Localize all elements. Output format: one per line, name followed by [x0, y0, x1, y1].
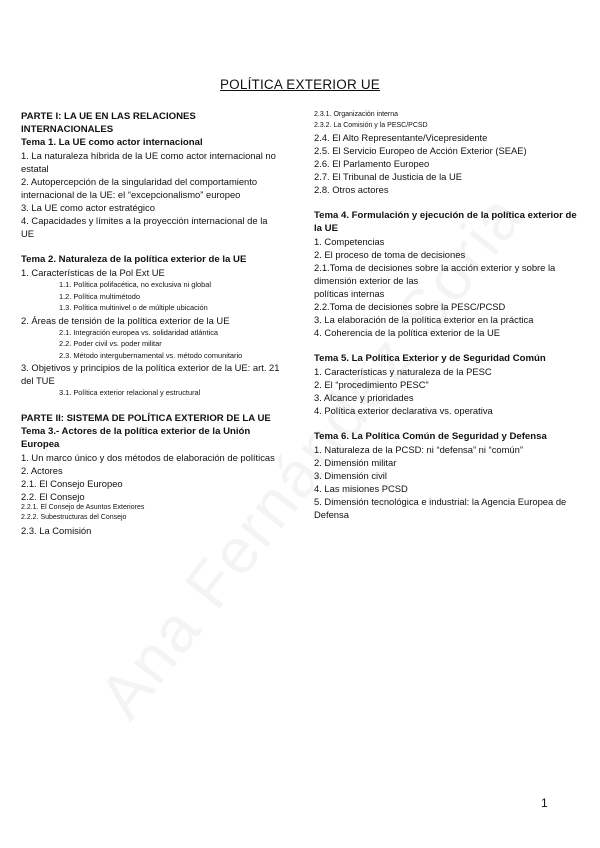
toc-entry: 3. La elaboración de la política exterior en la práctica [314, 314, 534, 325]
toc-entry: 2. El proceso de toma de decisiones [314, 249, 466, 260]
toc-entry: 2.2. Poder civil vs. poder militar [59, 339, 162, 348]
section-gap [314, 196, 586, 209]
toc-entry: 4. Las misiones PCSD [314, 483, 408, 494]
section-gap [21, 399, 283, 412]
toc-entry: 2.7. El Tribunal de Justicia de la UE [314, 171, 462, 182]
toc-entry: 1. Características de la Pol Ext UE [21, 267, 165, 278]
toc-entry: 2.2. El Consejo [21, 490, 85, 502]
toc-entry: 3.1. Política exterior relacional y estructural [59, 388, 201, 397]
toc-entry: 2. Áreas de tensión de la política exterior de la UE [21, 314, 230, 326]
section-heading: Tema 6. La Política Común de Seguridad y Defensa [314, 431, 547, 442]
toc-entry: 2. El “procedimiento PESC” [314, 379, 429, 390]
toc-entry: 2.4. El Alto Representante/Vicepresidente [314, 132, 488, 143]
section-gap [21, 240, 283, 253]
section-heading: Tema 4. Formulación y ejecución de la política exterior de la UE [314, 210, 577, 234]
toc-entry: 2. Actores [21, 464, 63, 476]
toc-entry: 1. Un marco único y dos métodos de elaboración de políticas [21, 451, 275, 463]
toc-entry: 2.3. La Comisión [21, 524, 92, 536]
toc-entry: 2.8. Otros actores [314, 184, 389, 195]
toc-entry: 4. Coherencia de la política exterior de la UE [314, 327, 501, 338]
toc-entry: 2.3. Método intergubernamental vs. método comunitario [59, 350, 243, 360]
section-heading: Tema 1. La UE como actor internacional [21, 137, 203, 148]
section-heading: Tema 5. La Política Exterior y de Seguridad Común [314, 353, 546, 364]
page-number: 1 [541, 796, 548, 810]
toc-entry: 1. Características y naturaleza de la PESC [314, 366, 492, 377]
toc-entry: 3. Alcance y prioridades [314, 392, 414, 403]
toc-entry: 4. Capacidades y límites a la proyección internacional de la UE [21, 215, 268, 239]
page-title: POLÍTICA EXTERIOR UE [219, 77, 381, 92]
toc-entry: 2. Dimensión militar [314, 457, 397, 468]
toc-entry: 1. Competencias [314, 236, 385, 247]
section-heading: PARTE II: SISTEMA DE POLÍTICA EXTERIOR DE LA UE [21, 412, 271, 424]
toc-entry: 2.2.1. El Consejo de Asuntos Exteriores [21, 503, 145, 511]
toc-entry: 1. Naturaleza de la PCSD: ni “defensa” ni “común” [314, 444, 523, 455]
toc-entry: políticas internas [314, 288, 385, 299]
toc-entry: 3. Objetivos y principios de la política exterior de la UE: art. 21 del TUE [21, 362, 280, 386]
toc-entry: 1.3. Política multinivel o de múltiple ubicación [59, 303, 208, 312]
toc-entry: 2.3.2. La Comisión y la PESC/PCSD [314, 121, 428, 129]
toc-entry: 1.2. Política multimétodo [59, 291, 140, 301]
toc-entry: 2.5. El Servicio Europeo de Acción Exterior (SEAE) [314, 145, 527, 156]
toc-entry: 2.6. El Parlamento Europeo [314, 158, 430, 169]
toc-entry: 3. La UE como actor estratégico [21, 202, 155, 213]
toc-entry: 1.1. Política polifacética, no exclusiva ni global [59, 280, 212, 289]
section-gap [314, 339, 586, 352]
right-column [314, 110, 586, 521]
left-column [21, 110, 283, 537]
toc-entry: 4. Política exterior declarativa vs. operativa [314, 405, 493, 416]
section-heading: Tema 3.- Actores de la política exterior de la Unión Europea [21, 425, 251, 450]
toc-entry: 2.1. El Consejo Europeo [21, 477, 123, 489]
toc-entry: 2.3.1. Organización interna [314, 111, 399, 118]
toc-entry: 2.1. Integración europea vs. solidaridad atlántica [59, 327, 218, 337]
toc-entry: 2.2.2. Subestructuras del Consejo [21, 514, 127, 521]
toc-entry: 5. Dimensión tecnológica e industrial: la Agencia Europea de Defensa [314, 496, 567, 520]
section-heading: Tema 2. Naturaleza de la política exterior de la UE [21, 254, 247, 265]
section-gap [314, 417, 586, 430]
toc-entry: 2. Autopercepción de la singularidad del comportamiento internacional de la UE: el “excepcionalismo” europeo [21, 176, 258, 200]
section-heading: PARTE I: LA UE EN LAS RELACIONES INTERNACIONALES [21, 111, 196, 135]
toc-entry: 3. Dimensión civil [314, 470, 387, 481]
toc-entry: 1. La naturaleza híbrida de la UE como actor internacional no estatal [21, 150, 276, 174]
toc-entry: 2.2.Toma de decisiones sobre la PESC/PCSD [314, 301, 506, 312]
toc-entry: 2.1.Toma de decisiones sobre la acción exterior y sobre la dimensión exterior de las [314, 262, 556, 286]
